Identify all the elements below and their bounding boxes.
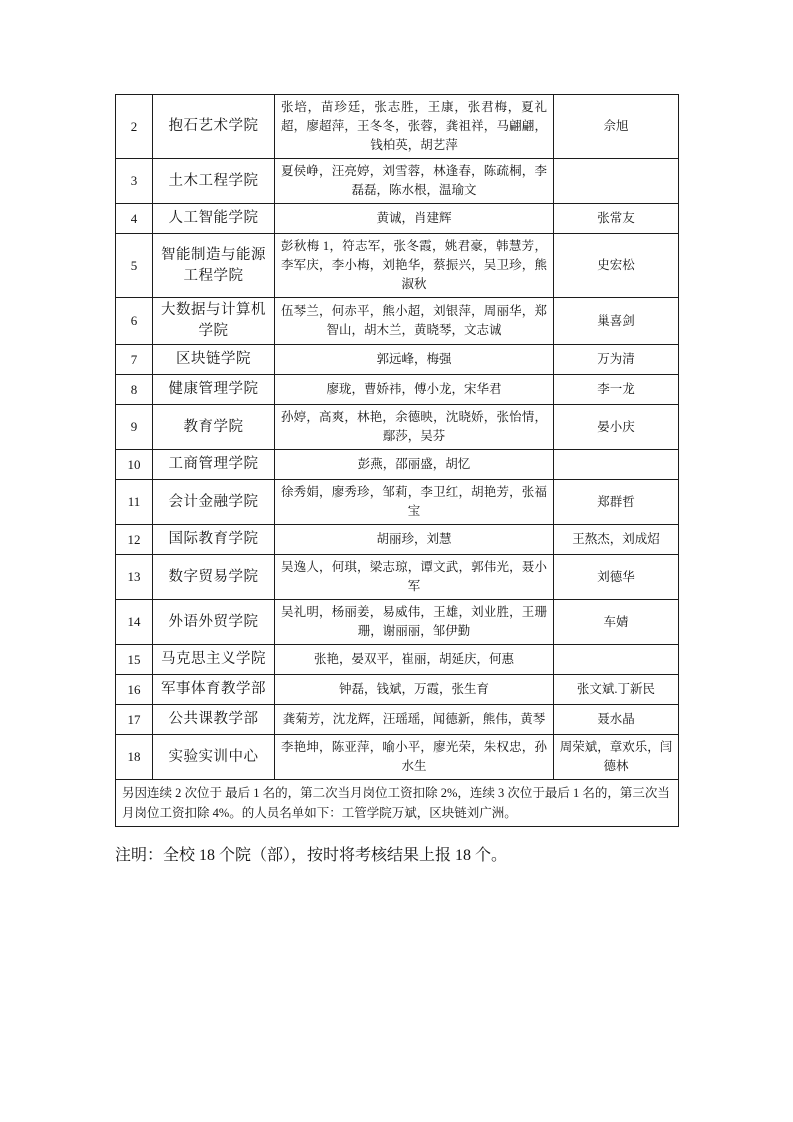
leader-cell: [554, 645, 679, 675]
footer-note-cell: 另因连续 2 次位于 最后 1 名的，第二次当月岗位工资扣除 2%，连续 3 次位于最后 1 名的，第三次当月岗位工资扣除 4%。的人员名单如下：工管学院万斌，区块链刘广洲。: [116, 780, 679, 827]
leader-cell: 晏小庆: [554, 405, 679, 450]
names-cell: 胡丽珍，刘慧: [275, 525, 554, 555]
department-cell: 人工智能学院: [153, 204, 275, 234]
table-row: [116, 555, 679, 600]
table-row: [116, 345, 679, 375]
names-cell: 孙婷，高爽，林艳，余德映，沈晓娇，张怡情，鄢莎，吴芬: [275, 405, 554, 450]
table-row: [116, 95, 679, 159]
table-row: [116, 450, 679, 480]
department-cell: 智能制造与能源工程学院: [153, 234, 275, 298]
department-cell: 健康管理学院: [153, 375, 275, 405]
table-row: [116, 735, 679, 780]
table-row: [116, 298, 679, 345]
row-number-cell: 11: [116, 480, 153, 525]
table-row: [116, 204, 679, 234]
leader-cell: 张文斌.丁新民: [554, 675, 679, 705]
row-number-cell: 17: [116, 705, 153, 735]
department-cell: 教育学院: [153, 405, 275, 450]
department-cell: 大数据与计算机学院: [153, 298, 275, 345]
names-cell: 张培，苗珍廷，张志胜，王康，张君梅，夏礼超，廖超萍，王冬冬，张蓉，龚祖祥，马翩翩，钱柏英，胡艺萍: [275, 95, 554, 159]
leader-cell: 郑群哲: [554, 480, 679, 525]
names-cell: 龚菊芳，沈龙辉，汪瑶瑶，闻德新，熊伟，黄琴: [275, 705, 554, 735]
row-number-cell: 14: [116, 600, 153, 645]
table-row: [116, 234, 679, 298]
table-row: [116, 675, 679, 705]
department-cell: 会计金融学院: [153, 480, 275, 525]
department-cell: 马克思主义学院: [153, 645, 275, 675]
table-row: [116, 480, 679, 525]
leader-cell: 张常友: [554, 204, 679, 234]
leader-cell: 万为清: [554, 345, 679, 375]
row-number-cell: 3: [116, 159, 153, 204]
row-number-cell: 6: [116, 298, 153, 345]
names-cell: 张艳，晏双平，崔丽，胡延庆，何惠: [275, 645, 554, 675]
row-number-cell: 2: [116, 95, 153, 159]
row-number-cell: 9: [116, 405, 153, 450]
names-cell: 伍琴兰，何赤平，熊小超，刘银萍，周丽华，郑智山，胡木兰，黄晓琴，文志诚: [275, 298, 554, 345]
names-cell: 钟磊，钱斌，万霞，张生育: [275, 675, 554, 705]
table-row: [116, 705, 679, 735]
row-number-cell: 4: [116, 204, 153, 234]
note-line: 注明：全校 18 个院（部），按时将考核结果上报 18 个。: [115, 847, 508, 864]
leader-cell: 车婧: [554, 600, 679, 645]
department-cell: 国际教育学院: [153, 525, 275, 555]
department-cell: 区块链学院: [153, 345, 275, 375]
row-number-cell: 8: [116, 375, 153, 405]
row-number-cell: 15: [116, 645, 153, 675]
department-cell: 数字贸易学院: [153, 555, 275, 600]
department-cell: 军事体育教学部: [153, 675, 275, 705]
row-number-cell: 18: [116, 735, 153, 780]
leader-cell: 刘德华: [554, 555, 679, 600]
department-cell: 土木工程学院: [153, 159, 275, 204]
row-number-cell: 16: [116, 675, 153, 705]
table-row: [116, 375, 679, 405]
department-cell: 抱石艺术学院: [153, 95, 275, 159]
department-cell: 实验实训中心: [153, 735, 275, 780]
names-cell: 夏侯峥，汪亮婷，刘雪蓉，林逢春，陈疏桐，李磊磊，陈水根，温瑜文: [275, 159, 554, 204]
names-cell: 徐秀娟，廖秀珍，邹莉，李卫红，胡艳芳，张福宝: [275, 480, 554, 525]
names-cell: 吴逸人，何琪，梁志琼，谭文武，郭伟光，聂小军: [275, 555, 554, 600]
leader-cell: [554, 450, 679, 480]
department-cell: 工商管理学院: [153, 450, 275, 480]
assessment-table: [115, 94, 679, 827]
leader-cell: 聂水晶: [554, 705, 679, 735]
leader-cell: 史宏松: [554, 234, 679, 298]
leader-cell: 王熬杰，刘成炤: [554, 525, 679, 555]
table-footer-note-row: [116, 780, 679, 827]
names-cell: 廖珑，曹娇祎，傅小龙，宋华君: [275, 375, 554, 405]
leader-cell: 佘旭: [554, 95, 679, 159]
names-cell: 彭秋梅 1，符志军，张冬霞，姚君豪，韩慧芳，李军庆，李小梅，刘艳华，蔡振兴，吴卫珍，熊淑秋: [275, 234, 554, 298]
table-row: [116, 645, 679, 675]
names-cell: 彭燕，邵丽盛，胡忆: [275, 450, 554, 480]
names-cell: 吴礼明，杨丽姜，易威伟，王雄，刘业胜，王珊珊，谢丽丽，邹伊勤: [275, 600, 554, 645]
names-cell: 黄诚，肖建辉: [275, 204, 554, 234]
table-row: [116, 600, 679, 645]
table-row: [116, 159, 679, 204]
names-cell: 李艳坤，陈亚萍，喻小平，廖光荣，朱权忠，孙水生: [275, 735, 554, 780]
row-number-cell: 13: [116, 555, 153, 600]
names-cell: 郭远峰，梅强: [275, 345, 554, 375]
row-number-cell: 10: [116, 450, 153, 480]
leader-cell: [554, 159, 679, 204]
department-cell: 公共课教学部: [153, 705, 275, 735]
table-row: [116, 525, 679, 555]
leader-cell: 周荣斌，章欢乐，闫德林: [554, 735, 679, 780]
row-number-cell: 7: [116, 345, 153, 375]
leader-cell: 巢喜剑: [554, 298, 679, 345]
table-row: [116, 405, 679, 450]
row-number-cell: 12: [116, 525, 153, 555]
row-number-cell: 5: [116, 234, 153, 298]
leader-cell: 李一龙: [554, 375, 679, 405]
department-cell: 外语外贸学院: [153, 600, 275, 645]
